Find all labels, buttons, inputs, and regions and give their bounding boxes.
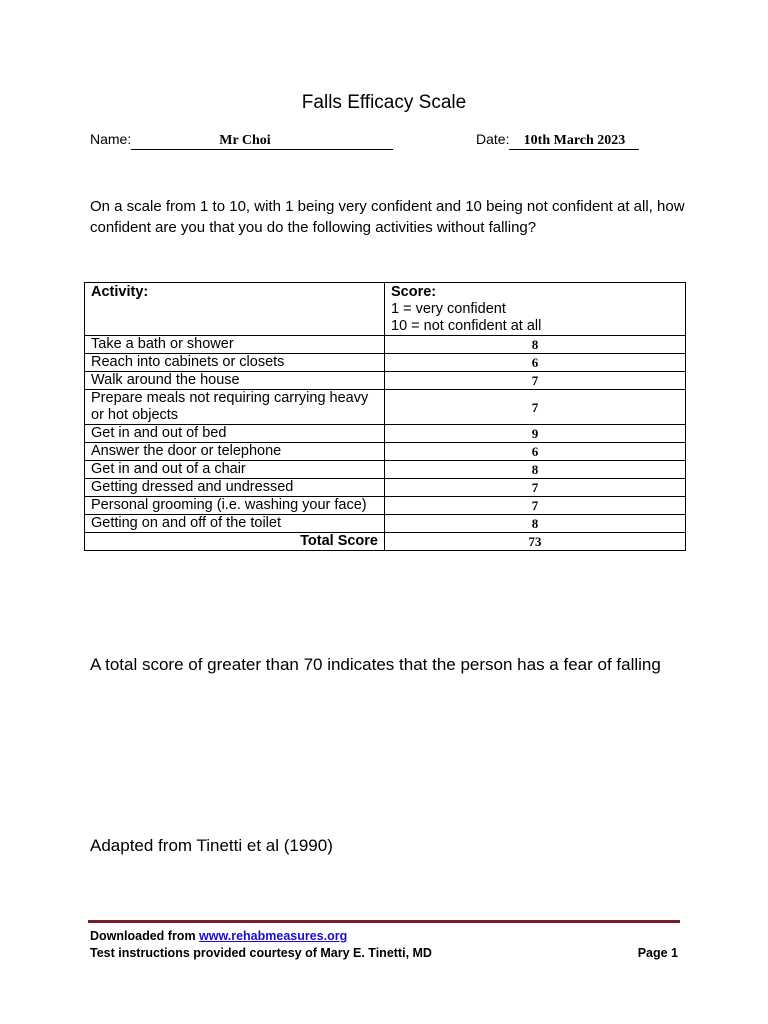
table-row [85, 497, 686, 515]
score-header-title: Score: [391, 284, 437, 300]
name-text: Mr Choi [219, 133, 271, 148]
score-cell: 6 [385, 354, 686, 372]
score-cell: 8 [385, 336, 686, 354]
footer-rule [88, 920, 680, 923]
activity-cell: Walk around the house [85, 372, 385, 390]
table-row [85, 479, 686, 497]
score-cell: 8 [385, 515, 686, 533]
date-label: Date: [476, 131, 510, 147]
date-field [476, 131, 639, 150]
table-header-row [85, 283, 686, 336]
table-row [85, 336, 686, 354]
name-label: Name: [90, 131, 132, 147]
score-header-scale-low: 1 = very confident [391, 301, 506, 317]
score-cell: 8 [385, 461, 686, 479]
total-score-label: Total Score [85, 533, 385, 551]
activity-cell: Reach into cabinets or closets [85, 354, 385, 372]
footer-courtesy: Test instructions provided courtesy of Mary E. Tinetti, MD [90, 946, 432, 960]
activity-cell: Get in and out of bed [85, 425, 385, 443]
table-row [85, 461, 686, 479]
score-header [385, 283, 686, 336]
table-row [85, 390, 686, 425]
table-row [85, 425, 686, 443]
activity-header: Activity: [85, 283, 385, 336]
name-value [131, 133, 393, 150]
instructions-text: On a scale from 1 to 10, with 1 being very confident and 10 being not confident at all, how confident are you that you do the following activities without falling? [90, 198, 685, 236]
score-cell: 9 [385, 425, 686, 443]
citation: Adapted from Tinetti et al (1990) [90, 836, 333, 855]
footer-download-line [90, 928, 678, 945]
page-title: Falls Efficacy Scale [301, 92, 467, 113]
score-cell: 7 [385, 390, 686, 425]
total-row [85, 533, 686, 551]
activity-cell: Answer the door or telephone [85, 443, 385, 461]
activity-score-table [84, 282, 686, 551]
footer-downloaded-label: Downloaded from [90, 929, 200, 943]
activity-cell: Prepare meals not requiring carrying heavy or hot objects [85, 390, 385, 425]
page-number: Page 1 [637, 946, 678, 960]
rehabmeasures-link[interactable]: www.rehabmeasures.org [199, 929, 348, 943]
score-cell: 6 [385, 443, 686, 461]
table-row [85, 354, 686, 372]
activity-cell: Getting dressed and undressed [85, 479, 385, 497]
activity-cell: Take a bath or shower [85, 336, 385, 354]
activity-cell: Getting on and off of the toilet [85, 515, 385, 533]
score-cell: 7 [385, 479, 686, 497]
score-cell: 7 [385, 497, 686, 515]
score-cell: 7 [385, 372, 686, 390]
score-header-scale-high: 10 = not confident at all [391, 318, 542, 334]
date-value: 10th March 2023 [509, 133, 639, 150]
table-row [85, 372, 686, 390]
footer [90, 928, 678, 962]
activity-cell: Personal grooming (i.e. washing your face) [85, 497, 385, 515]
name-field [90, 131, 393, 150]
interpretation-note: A total score of greater than 70 indicates that the person has a fear of falling [90, 655, 661, 674]
table-row [85, 515, 686, 533]
activity-cell: Get in and out of a chair [85, 461, 385, 479]
table-row [85, 443, 686, 461]
total-score-value: 73 [385, 533, 686, 551]
